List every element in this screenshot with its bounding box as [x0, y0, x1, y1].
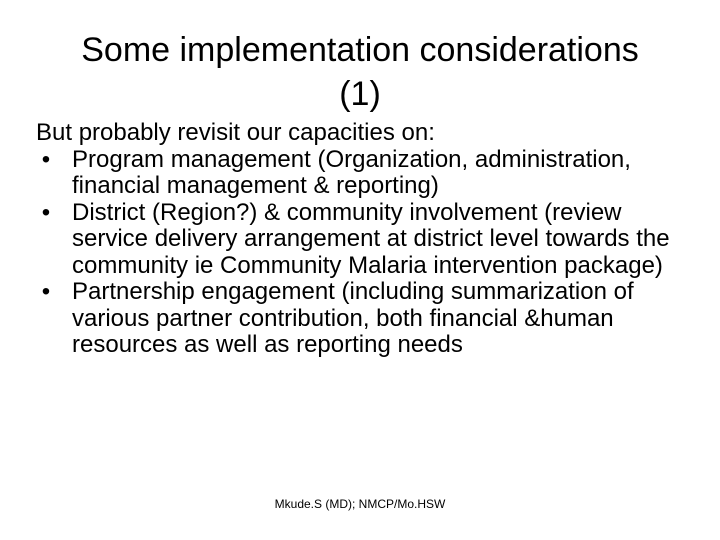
- bullet-text: Program management (Organization, administration, financial management & reporting): [72, 145, 631, 199]
- bullet-icon: •: [41, 198, 51, 226]
- bullet-item-program-management: [36, 147, 686, 200]
- bullet-text: Partnership engagement (including summarization of various partner contribution, both financial &human resources as well as reporting needs: [72, 278, 634, 358]
- bullet-icon: •: [41, 278, 51, 305]
- bullet-list: [36, 147, 686, 359]
- slide-title-line-1: Some implementation considerations: [81, 31, 639, 69]
- slide-title-line-2: (1): [339, 75, 381, 113]
- slide-title: [40, 28, 680, 116]
- intro-text: But probably revisit our capacities on:: [36, 119, 435, 146]
- slide-body: [36, 120, 686, 359]
- bullet-icon: •: [41, 145, 51, 173]
- bullet-text: District (Region?) & community involvement (review service delivery arrangement at district level towards the community ie Community Malaria intervention package): [72, 198, 670, 279]
- slide-footer: Mkude.S (MD); NMCP/Mo.HSW: [274, 497, 446, 511]
- bullet-item-district-community: [36, 200, 686, 280]
- bullet-item-partnership: [36, 279, 686, 359]
